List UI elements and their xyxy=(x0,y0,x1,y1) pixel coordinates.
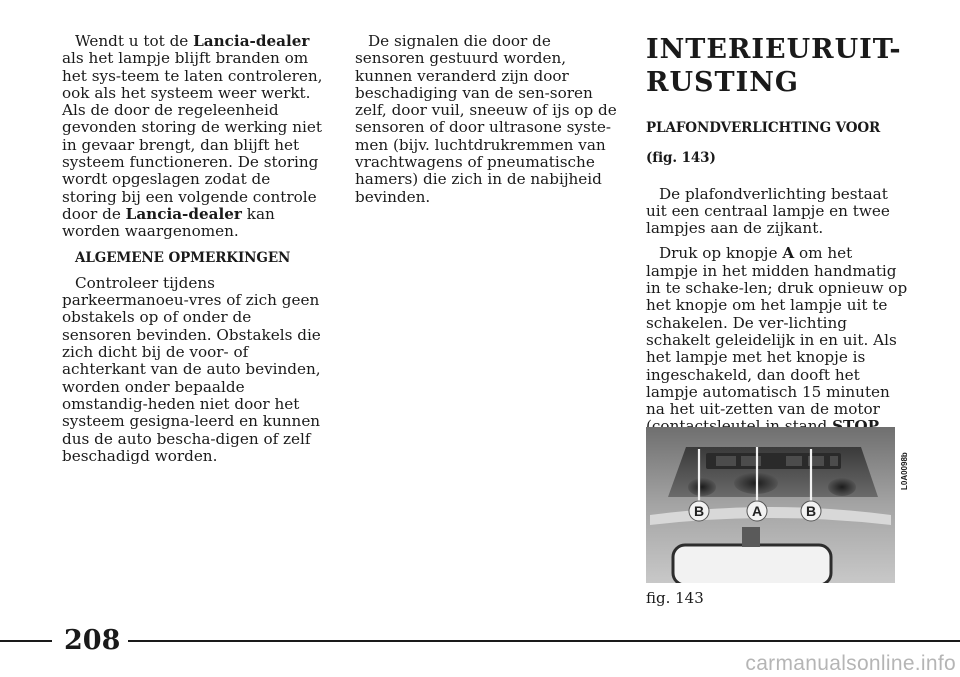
paragraph-lights-intro: De plafondverlichting bestaat uit een centraal lampje en twee lampjes aan de zijkant. xyxy=(646,184,890,238)
side-lamp-right xyxy=(828,478,856,496)
dealer-name: Lancia-dealer xyxy=(193,32,310,50)
label-a: A xyxy=(751,503,763,519)
chapter-title xyxy=(646,33,908,99)
text-run: als het lampje blijft branden om het sys-teem te laten controleren, ook als het systeem weer werkt. Als de door de regeleenheid gevonden storing de werking niet in gevaar brengt, dan blijft het systeem functioneren. De storing wordt opgeslagen zodat de storing bij een volgende controle door de xyxy=(62,49,323,223)
figure-ceiling-light-photo xyxy=(646,427,895,583)
dealer-name: Lancia-dealer xyxy=(125,204,242,223)
rear-view-mirror xyxy=(673,545,831,583)
paragraph-button-a xyxy=(646,245,908,453)
paragraph-general-remarks: Controleer tijdens parkeermanoeu-vres of zich geen obstakels op of onder de sensoren bevinden. Obstakels die zich dicht bij de voor- of achterkant van de auto bevinden, worden onder bepaalde omstandig-heden niet door het systeem gesigna-leerd en kunnen dus de auto bescha-digen of zelf beschadigd worden. xyxy=(62,273,321,465)
title-line: INTERIEURUIT- xyxy=(646,34,902,65)
paragraph-dealer-check xyxy=(62,33,324,241)
column-right xyxy=(646,33,908,453)
title-line: RUSTING xyxy=(646,67,799,98)
figure-caption: fig. 143 xyxy=(646,589,704,607)
button-label: A xyxy=(782,244,795,263)
page-number: 208 xyxy=(64,625,121,656)
figure-code xyxy=(898,440,910,490)
watermark: carmanualsonline.info xyxy=(745,652,956,675)
text-run: om het lampje in het midden handmatig in te schake-len; druk opnieuw op het knopje om het lampje uit te schakelen. De ver-lichting schakelt geleidelijk in en uit. Als het lampje met het knopje is ingeschakeld, dan dooft het lampje automatisch 15 minuten na het uit-zetten van de motor xyxy=(646,244,908,419)
label-b-right: B xyxy=(805,503,817,519)
column-middle xyxy=(355,33,617,206)
figure-code-text: L0A0098b xyxy=(900,452,909,490)
label-b-left: B xyxy=(693,503,705,519)
mirror-mount xyxy=(742,527,760,547)
footer-rule-left xyxy=(0,640,52,642)
text-run: kan worden waargenomen. xyxy=(62,204,275,241)
column-left xyxy=(62,33,324,465)
section-heading: ALGEMENE OPMERKINGEN xyxy=(75,249,291,266)
section-heading: PLAFONDVERLICHTING VOOR xyxy=(646,120,881,136)
text-run: Druk op knopje xyxy=(659,244,783,263)
ceiling-light-illustration xyxy=(646,427,895,583)
figure-reference: (fig. 143) xyxy=(646,150,716,167)
footer-rule-right xyxy=(128,640,960,642)
side-lamp-left xyxy=(688,478,716,496)
paragraph-sensor-signals: De signalen die door de sensoren gestuurd worden, kunnen veranderd zijn door beschadiging van de sen-soren zelf, door vuil, sneeuw of ijs op de sensoren of door ultrasone syste-men (bijv. luchtdrukremmen van vrachtwagens of pneumatische hamers) die zich in de nabijheid bevinden. xyxy=(355,32,617,206)
text-run: Wendt u tot de xyxy=(75,32,194,50)
